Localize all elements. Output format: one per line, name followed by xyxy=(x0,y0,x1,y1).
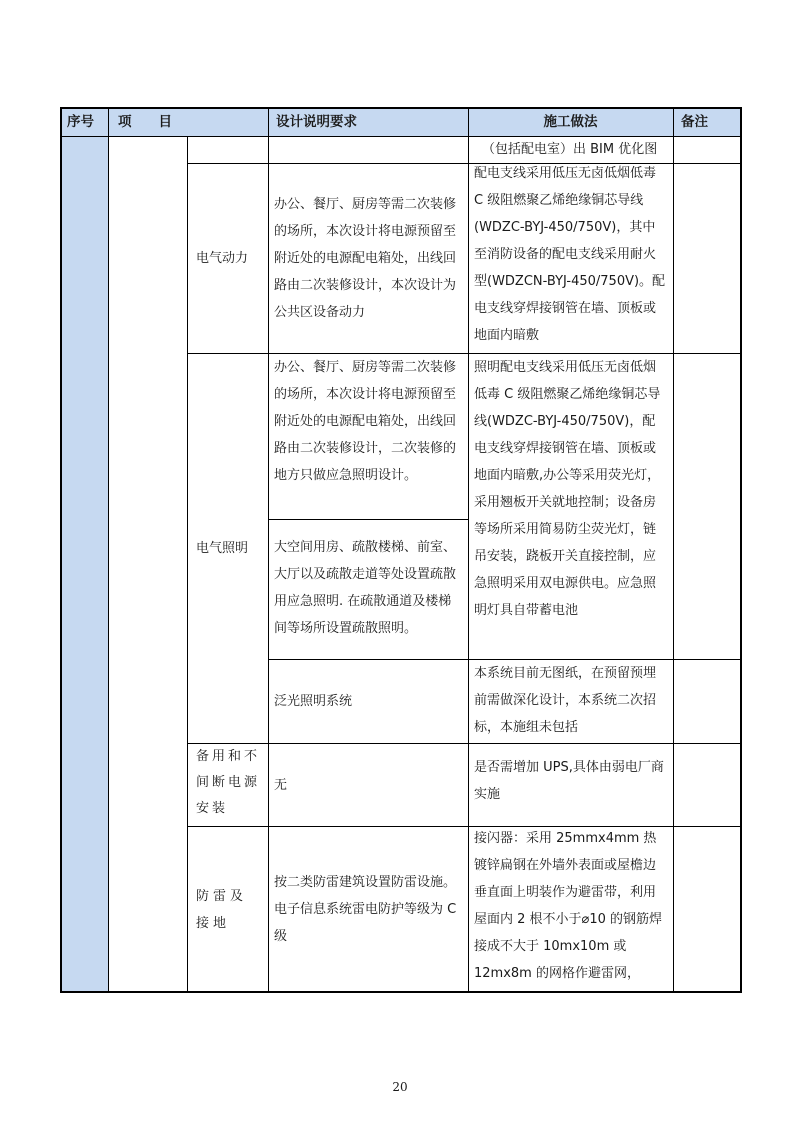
row3-divider xyxy=(187,826,741,827)
col-subitem-border xyxy=(187,137,188,993)
row4-item xyxy=(188,827,268,992)
seq-column xyxy=(61,137,108,992)
table-left-border xyxy=(60,107,62,993)
row1-method: 配电支线采用低压无卤低烟低毒 C 级阻燃聚乙烯绝缘铜芯导线(WDZC-BYJ-450/750V)，其中至消防设备的配电支线采用耐火型(WDZCN-BYJ-450/750V)。配电支线穿焊接钢管在墙、顶板或地面内暗敷 xyxy=(474,166,666,343)
col-seq-border xyxy=(108,107,109,993)
row2-method-c: 本系统目前无图纸，在预留预埋前需做深化设计，本系统二次招标，本施组未包括 xyxy=(474,666,657,735)
table-top-border xyxy=(60,107,741,109)
row0-method: （包括配电室）出 BIM 优化图 xyxy=(482,142,658,157)
row3-method: 是否需增加 UPS,具体由弱电厂商实施 xyxy=(474,760,664,802)
row1-item-text: 电气动力 xyxy=(196,251,249,266)
header-method: 施工做法 xyxy=(468,108,673,136)
row2-item-text: 电气照明 xyxy=(196,541,249,556)
row1-item xyxy=(188,164,268,353)
header-seq: 序号 xyxy=(61,108,108,136)
row4-design xyxy=(268,827,468,992)
row4-method: 接闪器：采用 25mmx4mm 热镀锌扁钢在外墙外表面或屋檐边垂直面上明装作为避雷带，利用屋面内 2 根不小于⌀10 的钢筋焊接成不大于 10mx10m 或 12mx8m 的网格作避雷网， xyxy=(474,831,663,981)
header-design: 设计说明要求 xyxy=(268,108,468,136)
row2-item xyxy=(188,354,268,743)
row4-item-text: 防雷及接地 xyxy=(196,888,248,931)
row1-design-text: 办公、餐厅、厨房等需二次装修的场所，本次设计将电源预留至附近处的电源配电箱处，出线回路由二次装修设计，本次设计为公共区设备动力 xyxy=(274,197,457,320)
row2-design-c xyxy=(268,660,468,743)
page-number: 20 xyxy=(392,1080,408,1094)
row2-design-c-text: 泛光照明系统 xyxy=(274,694,353,709)
row2-divider xyxy=(187,743,741,744)
col-method-border xyxy=(468,107,469,993)
row2-inner-divider xyxy=(268,519,468,520)
table-bottom-border xyxy=(60,991,741,993)
row0-divider xyxy=(187,163,741,164)
row2-design-b: 大空间用房、疏散楼梯、前室、大厅以及疏散走道等处设置疏散用应急照明. 在疏散通道及楼梯间等场所设置疏散照明。 xyxy=(274,540,457,636)
row1-design xyxy=(268,164,468,353)
header-item: 项 目 xyxy=(108,108,268,136)
row4-design-text: 按二类防雷建筑设置防雷设施。电子信息系统雷电防护等级为 C 级 xyxy=(274,875,457,944)
row3-design xyxy=(268,744,468,826)
row2-method-divider xyxy=(268,659,741,660)
row3-design-text: 无 xyxy=(274,777,288,793)
header-note: 备注 xyxy=(673,108,740,136)
table-right-border xyxy=(740,107,742,993)
row2-method: 照明配电支线采用低压无卤低烟低毒 C 级阻燃聚乙烯绝缘铜芯导线(WDZC-BYJ-450/750V)，配电支线穿焊接钢管在墙、顶板或地面内暗敷,办公等采用荧光灯，采用翘板开关就地控制；设备房等场所采用简易防尘荧光灯，链吊安装，跷板开关直接控制，应急照明采用双电源供电。应急照明灯具自带蓄电池 xyxy=(474,360,661,618)
row1-divider xyxy=(187,353,741,354)
header-bottom-border xyxy=(60,136,741,137)
col-design-border xyxy=(268,107,269,993)
row2-design-a: 办公、餐厅、厨房等需二次装修的场所，本次设计将电源预留至附近处的电源配电箱处，出线回路由二次装修设计，二次装修的地方只做应急照明设计。 xyxy=(274,360,457,483)
row3-item: 备用和不间断电源安装 xyxy=(196,749,261,816)
col-note-border xyxy=(673,107,674,993)
